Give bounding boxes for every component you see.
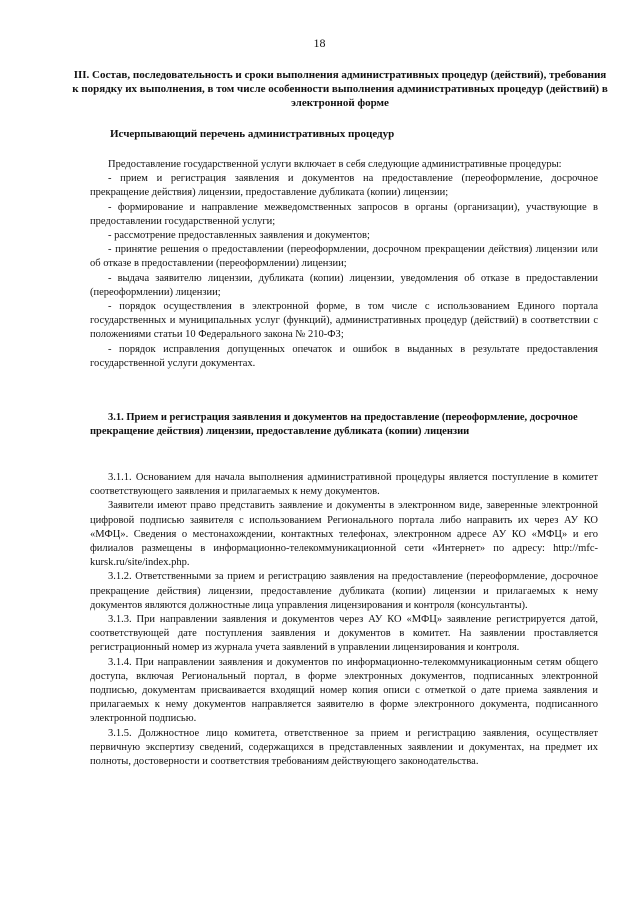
intro-paragraph: Предоставление государственной услуги включает в себя следующие административные процедуры: (108, 159, 562, 170)
chapter-heading: III. Состав, последовательность и сроки выполнения административных процедур (действий), требования к порядку их выполнения, в том числе особенности выполнения административных процедур (действий) в электронной форме (72, 69, 608, 109)
paragraph: 3.1.1. Основанием для начала выполнения административной процедуры является поступление в комитет соответствующего заявления и прилагаемых к нему документов. (90, 472, 598, 498)
paragraph: 3.1.2. Ответственными за прием и регистрацию заявления на предоставление (переоформление, досрочное прекращение действия) лицензии, предоставление дубликата (копии) лицензии и прилагаемых к нему документов являются должностные лица управления лицензирования и контроля (консультанты). (90, 571, 598, 611)
paragraph: 3.1.3. При направлении заявления и документов через АУ КО «МФЦ» заявление регистрируется датой, соответствующей дате поступления заявления и документов в комитет. На заявлении проставляется регистрационный номер из журнала учета заявлений в управлении лицензирования и контроля. (90, 614, 598, 654)
list-item: - порядок исправления допущенных опечаток и ошибок в выданных в результате предоставления государственной услуги документах. (90, 343, 598, 369)
page-number: 18 (313, 36, 326, 50)
section-title: 3.1. Прием и регистрация заявления и документов на предоставление (переоформление, досрочное прекращение действия) лицензии, предоставление дубликата (копии) лицензии (90, 412, 578, 437)
list-item: - принятие решения о предоставлении (переоформлении, досрочном прекращении действия) лицензии или об отказе в предоставлении (переоформлении) лицензии; (90, 244, 598, 270)
list-item: - прием и регистрация заявления и документов на предоставление (переоформление, досрочное прекращение действия) лицензии, предоставление дубликата (копии) лицензии; (90, 173, 598, 199)
paragraph: 3.1.4. При направлении заявления и документов по информационно-телекоммуникационным сетям общего доступа, включая Региональный портал, в форме электронных документов, подписанных электронной подписью, документам присваивается входящий номер копия описи с отметкой о дате приема заявления и прилагаемых к нему документов направляется заявителю в форме электронного документа, подписанного электронной подписью. (90, 656, 598, 725)
section-body (90, 471, 598, 769)
list-item: - порядок осуществления в электронной форме, в том числе с использованием Единого портала государственных и муниципальных услуг (функций), административных процедур (действий) в соответствии с положениями статьи 10 Федерального закона № 210-ФЗ; (90, 301, 598, 341)
procedures-block (90, 158, 598, 371)
subheading: Исчерпывающий перечень административных процедур (110, 128, 395, 140)
paragraph: 3.1.5. Должностное лицо комитета, ответственное за прием и регистрацию заявления, осуществляет первичную экспертизу сведений, содержащихся в представленных заявлении и документах, на предмет их полноты, достоверности и соответствия требованиям действующего законодательства. (90, 727, 598, 768)
list-item: - выдача заявителю лицензии, дубликата (копии) лицензии, уведомления об отказе в предоставлении (переоформлении) лицензии; (90, 272, 598, 298)
paragraph: Заявители имеют право представить заявление и документы в электронном виде, заверенные электронной цифровой подписью заявителя с использованием Регионального портала либо направить их через АУ КО «МФЦ». Сведения о местонахождении, контактных телефонах, электронном адресе АУ КО «МФЦ» и его филиалов размещены в информационно-телекоммуникационной сети «Интернет» по адресу: http://mfc-kursk.ru/site/index.php. (90, 500, 598, 569)
list-item: - формирование и направление межведомственных запросов в органы (организации), участвующие в предоставлении государственной услуги; (90, 201, 598, 227)
list-item: - рассмотрение предоставленных заявления и документов; (108, 230, 370, 242)
